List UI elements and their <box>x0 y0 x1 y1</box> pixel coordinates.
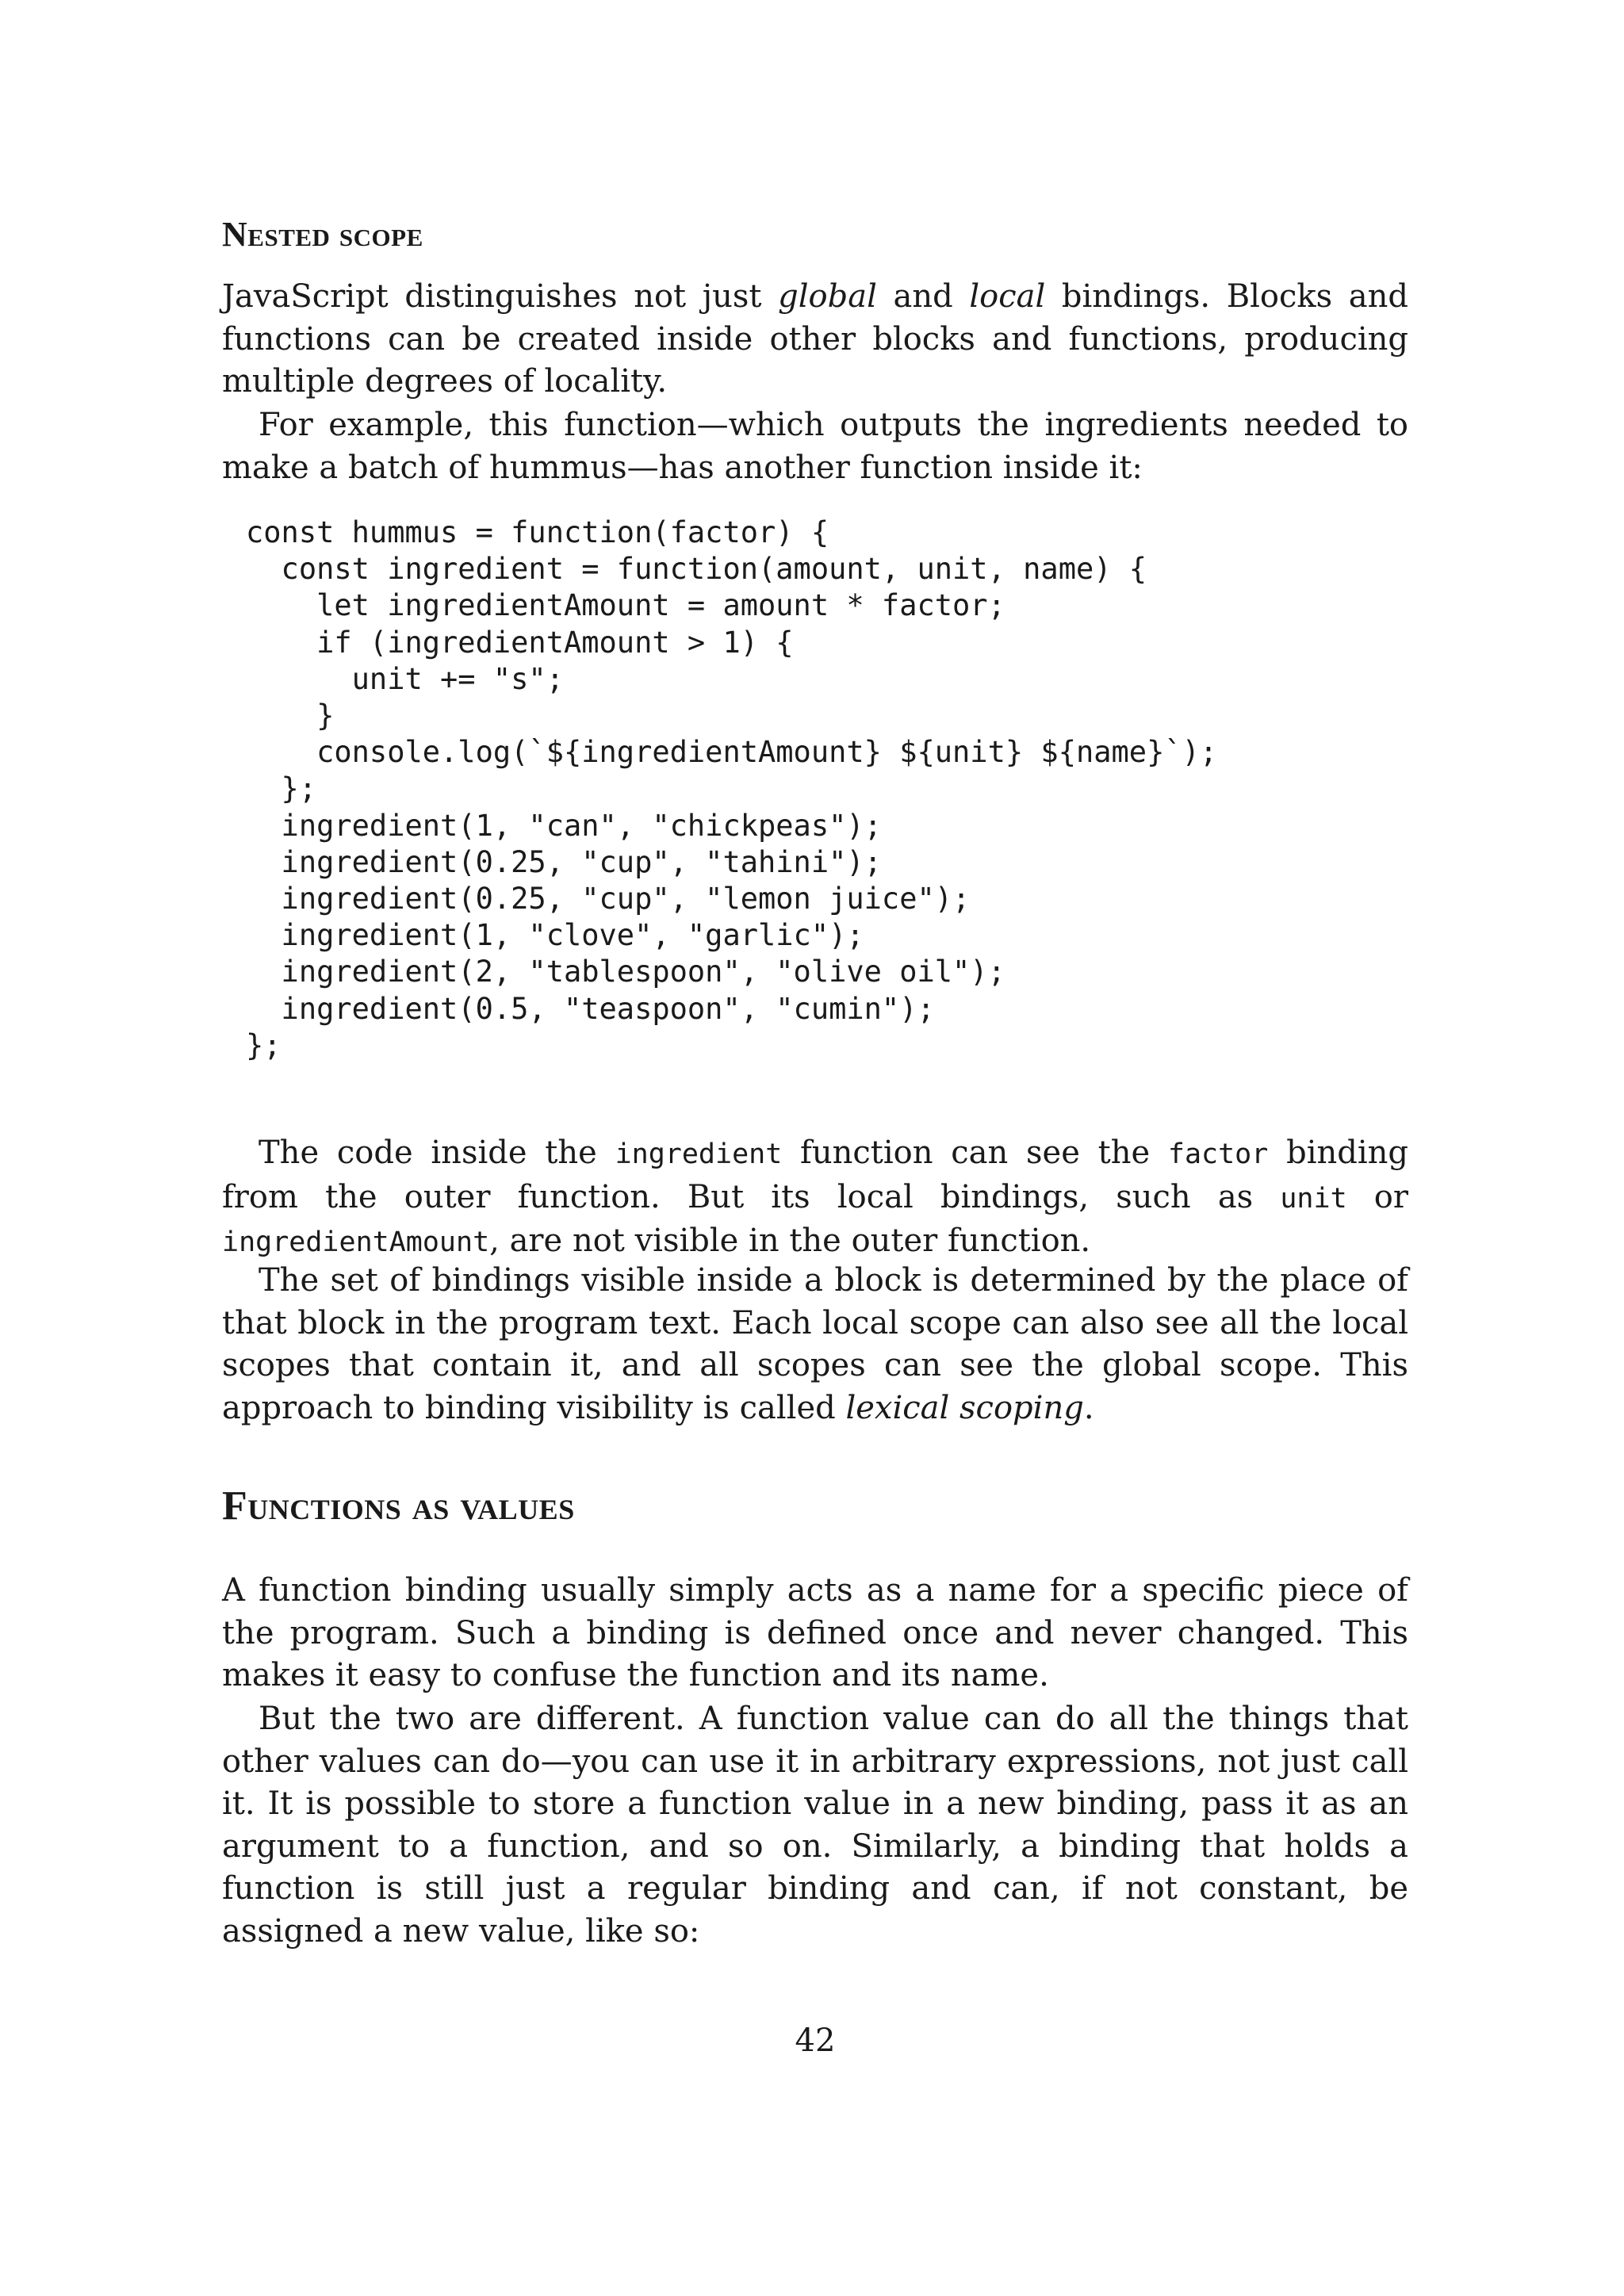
code-line: } <box>246 698 335 733</box>
code-block-hummus <box>246 515 1217 1064</box>
code-line: if (ingredientAmount > 1) { <box>246 625 794 660</box>
paragraph-function-binding: A function binding usually simply acts as a name for a specific piece of the program. Such a binding is defined once and never changed. This makes it easy to confuse the function and its name. <box>222 1572 1408 1693</box>
page-number: 42 <box>795 2022 836 2059</box>
code-line: ingredient(0.5, "teaspoon", "cumin"); <box>246 991 935 1026</box>
paragraph-function-value: But the two are different. A function value can do all the things that other values can do—you can use it in arbitrary expressions, not just call it. It is possible to store a function value in a new binding, pass it as an argument to a function, and so on. Similarly, a binding that holds a function is still just a regular binding and can, if not constant, be assigned a new value, like so: <box>222 1701 1408 1950</box>
inline-code-unit: unit <box>1280 1182 1347 1215</box>
code-line: const ingredient = function(amount, unit, name) { <box>246 552 1147 587</box>
code-line: }; <box>246 771 317 806</box>
code-line: ingredient(0.25, "cup", "lemon juice"); <box>246 882 971 916</box>
paragraph-scope-intro: JavaScript distinguishes not just global and local bindings. Blocks and functions can be created inside other blocks and functions, producing multiple degrees of locality. <box>222 278 1408 400</box>
code-line: ingredient(1, "can", "chickpeas"); <box>246 808 882 843</box>
inline-code-ingredient: ingredient <box>615 1138 783 1170</box>
emphasis-global: global <box>778 278 877 315</box>
book-page <box>222 0 1408 2296</box>
code-line: ingredient(0.25, "cup", "tahini"); <box>246 844 882 879</box>
code-line: let ingredientAmount = amount * factor; <box>246 588 1005 623</box>
section-heading-functions-as-values: Functions as values <box>222 1483 575 1529</box>
inline-code-factor: factor <box>1167 1138 1269 1170</box>
inline-code-ingredientamount: ingredientAmount <box>222 1226 490 1258</box>
code-line: unit += "s"; <box>246 661 564 696</box>
section-heading-nested-scope: Nested scope <box>222 215 423 254</box>
paragraph-outer-visibility: The code inside the ingredient function can see the factor binding from the outer function. But its local bindings, such as unit or ingredientAmount, are not visible in the outer function. <box>222 1135 1409 1259</box>
paragraph-hummus-example: For example, this function—which outputs the ingredients needed to make a batch of hummus—has another function inside it: <box>222 407 1408 486</box>
paragraph-lexical-scoping: The set of bindings visible inside a block is determined by the place of that block in the program text. Each local scope can also see all the local scopes that contain it, and all scopes can see the global scope. This approach to binding visibility is called lexical scoping. <box>222 1262 1408 1426</box>
code-line: const hummus = function(factor) { <box>246 515 829 549</box>
code-line: ingredient(2, "tablespoon", "olive oil"); <box>246 955 1005 989</box>
emphasis-lexical-scoping: lexical scoping <box>845 1389 1084 1426</box>
emphasis-local: local <box>969 278 1046 315</box>
code-line: console.log(`${ingredientAmount} ${unit} ${name}`); <box>246 735 1218 770</box>
code-line: }; <box>246 1027 282 1062</box>
code-line: ingredient(1, "clove", "garlic"); <box>246 918 864 953</box>
